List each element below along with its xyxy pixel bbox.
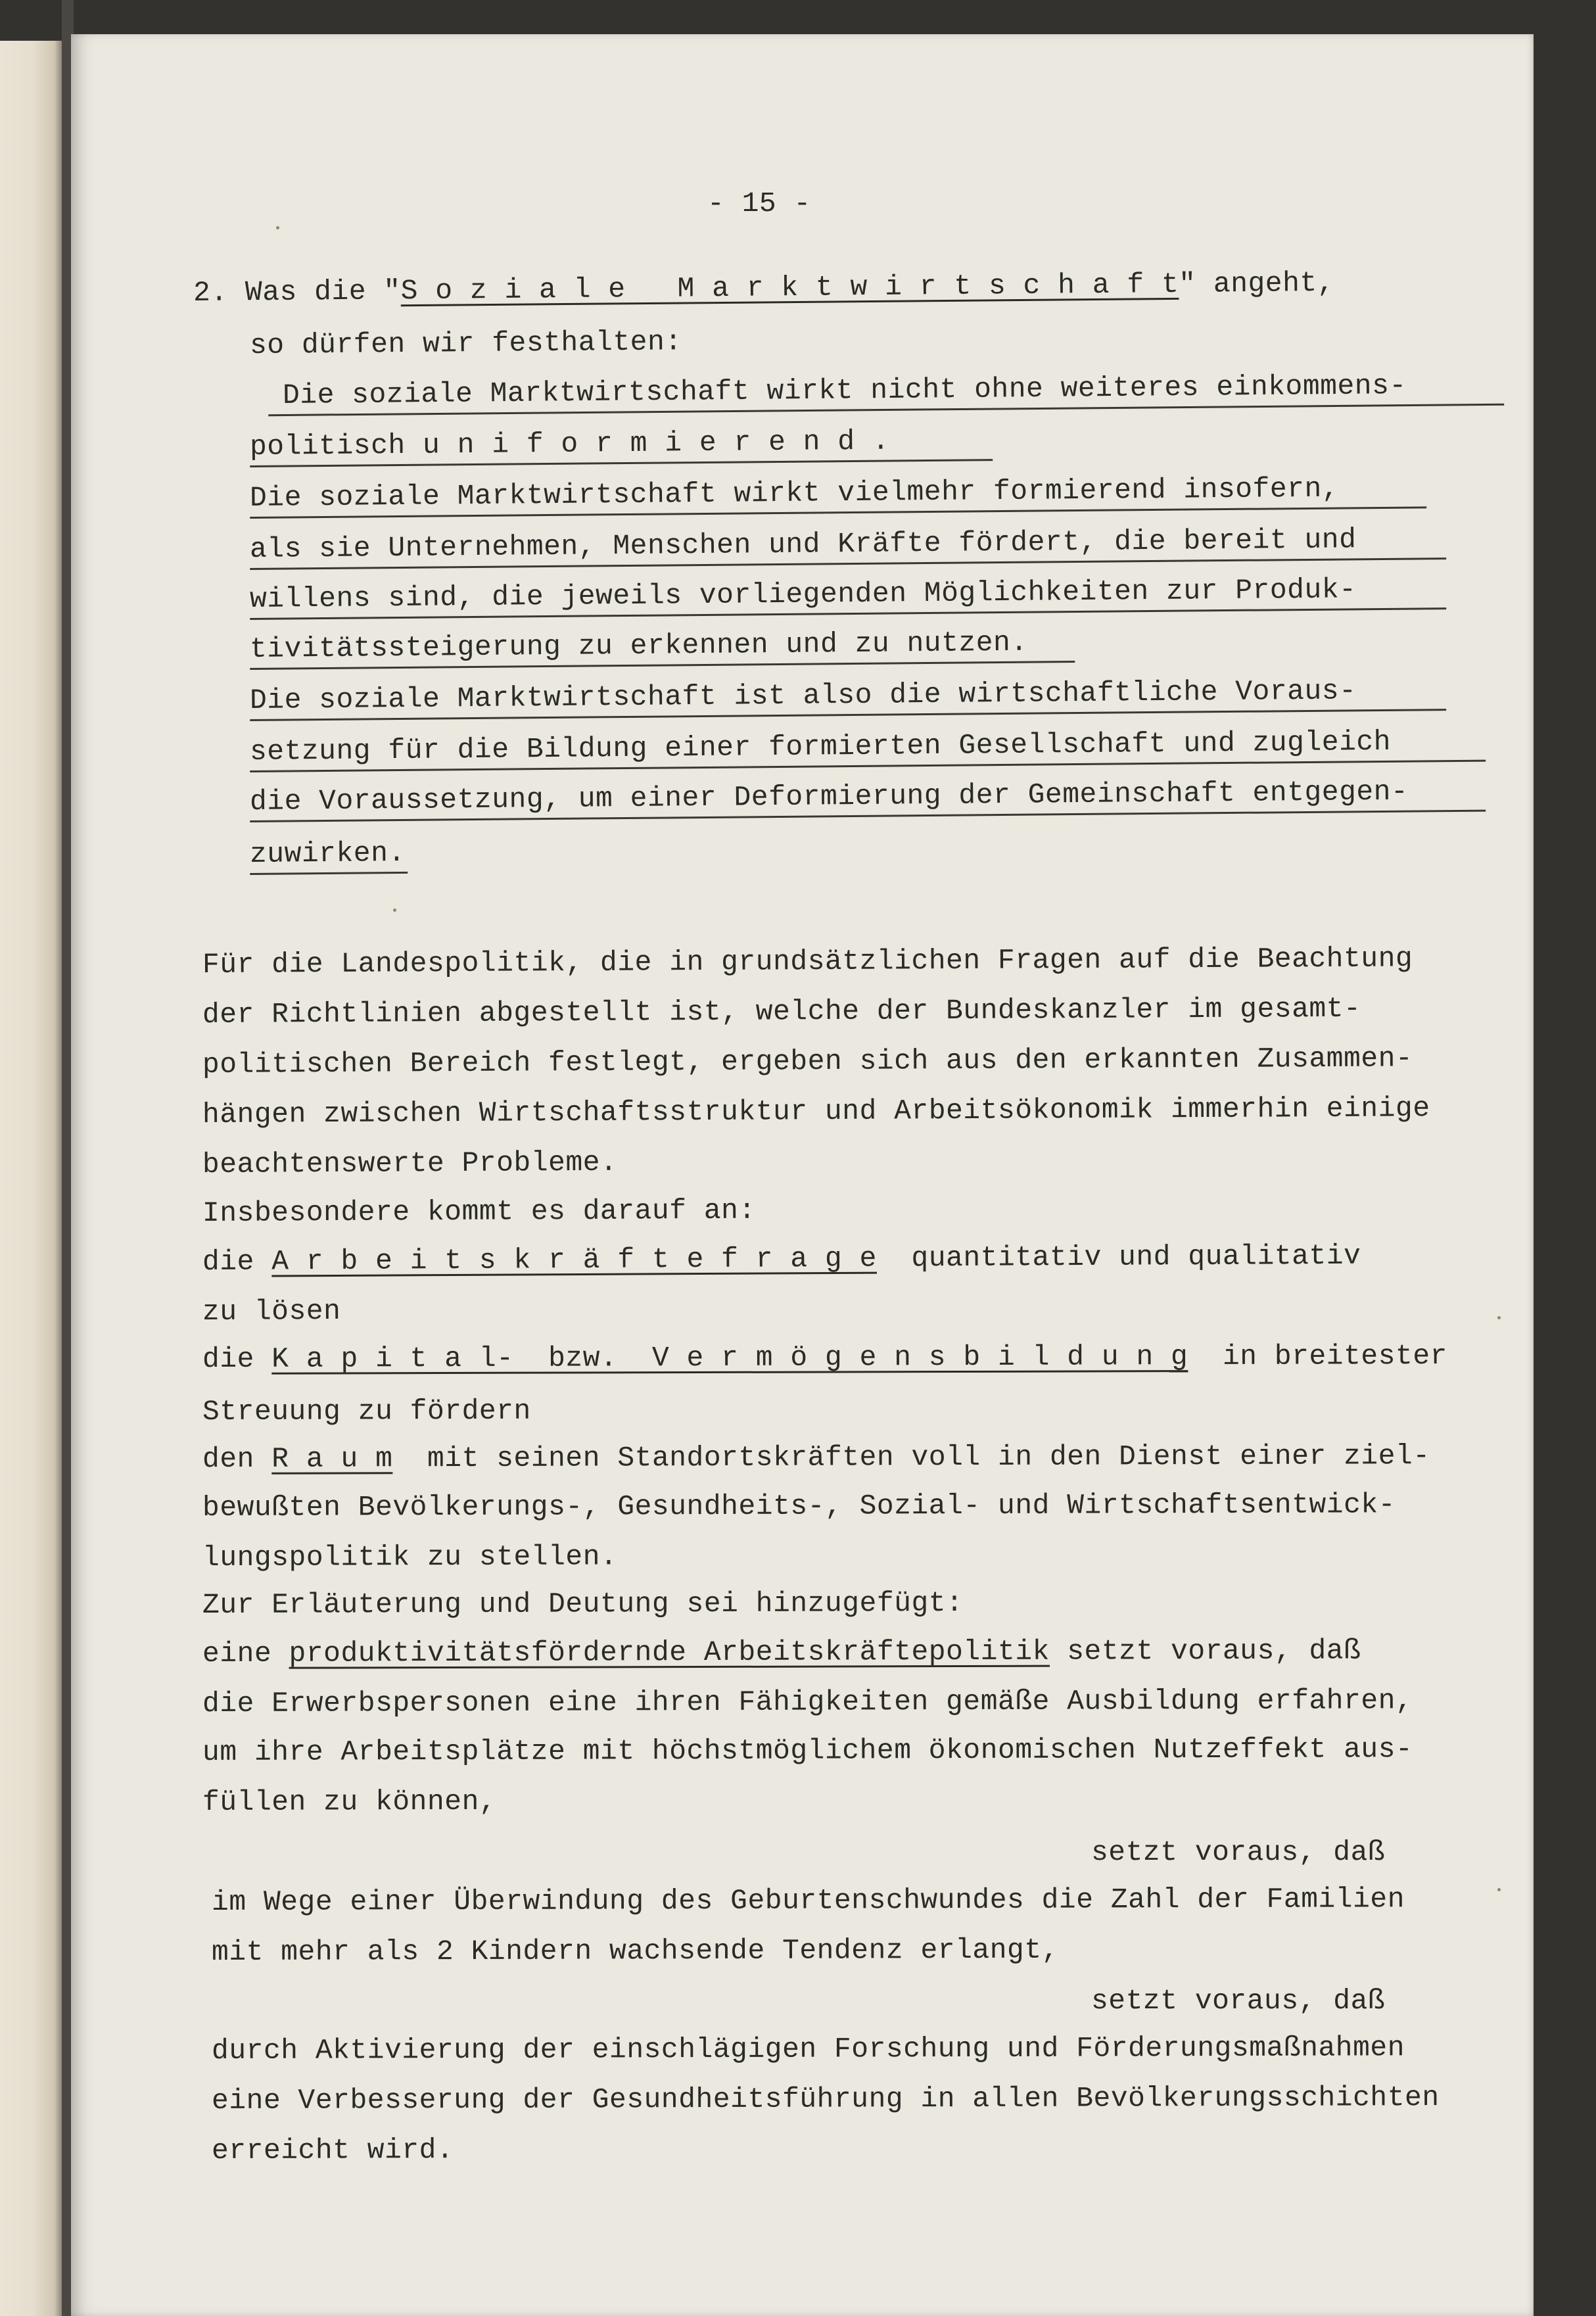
body-line-5: beachtenswerte Probleme. xyxy=(202,1146,618,1181)
body-line-6: Insbesondere kommt es darauf an: xyxy=(202,1194,756,1229)
setzt-voraus-2: setzt voraus, daß xyxy=(1091,1985,1386,2017)
underlined-line-7 xyxy=(250,674,1357,718)
underlined-line-10 xyxy=(250,836,406,872)
line-text: politisch xyxy=(249,429,423,463)
item-suffix: mit seinen Standortskräften voll in den Dienst einer ziel- xyxy=(392,1440,1430,1475)
body-line-4: hängen zwischen Wirtschaftsstruktur und Arbeitsökonomik immerhin einige xyxy=(202,1092,1430,1131)
explanation-intro: Zur Erläuterung und Deutung sei hinzugefügt: xyxy=(202,1586,964,1621)
setzt-voraus-1: setzt voraus, daß xyxy=(1091,1836,1386,1868)
explanation-line-6: mit mehr als 2 Kindern wachsende Tendenz erlangt, xyxy=(211,1933,1059,1968)
item-raum-cont-1: bewußten Bevölkerungs-, Gesundheits-, Sozial- und Wirtschaftsentwick- xyxy=(202,1488,1396,1524)
line-text: tivitätssteigerung zu erkennen und zu nutzen. xyxy=(249,626,1028,665)
underlined-line-2 xyxy=(250,425,890,464)
explanation-line-8: eine Verbesserung der Gesundheitsführung in allen Bevölkerungsschichten xyxy=(211,2081,1440,2117)
item-suffix: quantitativ und qualitativ xyxy=(876,1239,1361,1275)
heading-prefix: Was die " xyxy=(245,275,401,309)
item-suffix: setzt voraus, daß xyxy=(1049,1634,1361,1668)
underlined-term-arbeitskraeftepolitik: produktivitätsfördernde Arbeitskräftepolitik xyxy=(289,1635,1050,1670)
item-arbeitskraeftefrage xyxy=(202,1239,1361,1279)
section-number: 2. xyxy=(193,276,228,309)
explanation-line-3: um ihre Arbeitsplätze mit höchstmöglichem ökonomischen Nutzeffekt aus- xyxy=(202,1733,1413,1768)
scan-speck xyxy=(1497,1888,1501,1891)
scan-speck xyxy=(1497,1316,1501,1319)
spaced-term-uniformierend: u n i f o r m i e r e n d . xyxy=(422,425,890,461)
heading-suffix: " angeht, xyxy=(1179,266,1335,300)
item-arbeitskraeftefrage-cont: zu lösen xyxy=(202,1294,341,1328)
underlined-line-1 xyxy=(283,369,1407,413)
item-prefix: den xyxy=(202,1442,272,1475)
page-number: - 15 - xyxy=(707,187,811,220)
line-text: zuwirken. xyxy=(249,836,406,870)
line-text: willens sind, die jeweils vorliegenden Möglichkeiten zur Produk- xyxy=(249,573,1357,615)
explanation-line-9: erreicht wird. xyxy=(211,2134,454,2167)
underlined-line-4 xyxy=(250,523,1357,567)
item-kapitalbildung-cont: Streuung zu fördern xyxy=(202,1394,531,1428)
body-line-2: der Richtlinien abgestellt ist, welche der Bundeskanzler im gesamt- xyxy=(202,992,1361,1031)
item-kapitalbildung xyxy=(202,1339,1447,1377)
spaced-term-raum: R a u m xyxy=(271,1442,393,1475)
item-prefix: die xyxy=(202,1245,272,1278)
underlined-line-9 xyxy=(250,775,1409,819)
body-line-1: Für die Landespolitik, die in grundsätzlichen Fragen auf die Beachtung xyxy=(202,942,1413,981)
line-text: Die soziale Marktwirtschaft wirkt nicht ohne weiteres einkommens- xyxy=(282,369,1407,412)
scan-speck xyxy=(393,909,396,912)
spaced-term-soziale-marktwirtschaft: S o z i a l e M a r k t w i r t s c h a f t xyxy=(400,268,1179,308)
underlined-line-8 xyxy=(250,725,1391,769)
underlined-line-6 xyxy=(250,626,1028,667)
document-page xyxy=(71,34,1534,2316)
item-suffix: in breitester xyxy=(1188,1340,1447,1373)
line-text: setzung für die Bildung einer formierten Gesellschaft und zugleich xyxy=(249,725,1392,768)
explanation-line-4: füllen zu können, xyxy=(202,1785,497,1818)
item-prefix: eine xyxy=(202,1637,289,1670)
item-prefix: die xyxy=(202,1342,272,1375)
underlined-line-3 xyxy=(250,472,1340,515)
line-text: Die soziale Marktwirtschaft wirkt vielmehr formierend insofern, xyxy=(249,472,1340,514)
item-raum xyxy=(202,1439,1430,1477)
underline xyxy=(250,872,408,875)
scan-speck xyxy=(276,226,279,229)
explanation-line-5: im Wege einer Überwindung des Geburtenschwundes die Zahl der Familien xyxy=(211,1883,1405,1918)
section-2-line-2: so dürfen wir festhalten: xyxy=(249,325,682,362)
body-line-3: politischen Bereich festlegt, ergeben sich aus den erkannten Zusammen- xyxy=(202,1042,1413,1081)
line-text: die Voraussetzung, um einer Deformierung der Gemeinschaft entgegen- xyxy=(249,775,1409,818)
explanation-line-7: durch Aktivierung der einschlägigen Forschung und Förderungsmaßnahmen xyxy=(211,2031,1405,2067)
spaced-term-arbeitskraeftefrage: A r b e i t s k r ä f t e f r a g e xyxy=(271,1242,877,1278)
section-2-heading xyxy=(193,266,1335,310)
explanation-line-2: die Erwerbspersonen eine ihren Fähigkeiten gemäße Ausbildung erfahren, xyxy=(202,1684,1413,1720)
spaced-term-kapitalbildung: K a p i t a l- bzw. V e r m ö g e n s b i l d u n g xyxy=(271,1340,1188,1375)
item-raum-cont-2: lungspolitik zu stellen. xyxy=(202,1540,618,1574)
underlined-line-5 xyxy=(250,573,1357,617)
explanation-line-1 xyxy=(202,1634,1361,1671)
line-text: Die soziale Marktwirtschaft ist also die wirtschaftliche Voraus- xyxy=(249,674,1357,717)
adjacent-page-edge xyxy=(0,41,62,2316)
line-text: als sie Unternehmen, Menschen und Kräfte fördert, die bereit und xyxy=(249,523,1357,565)
